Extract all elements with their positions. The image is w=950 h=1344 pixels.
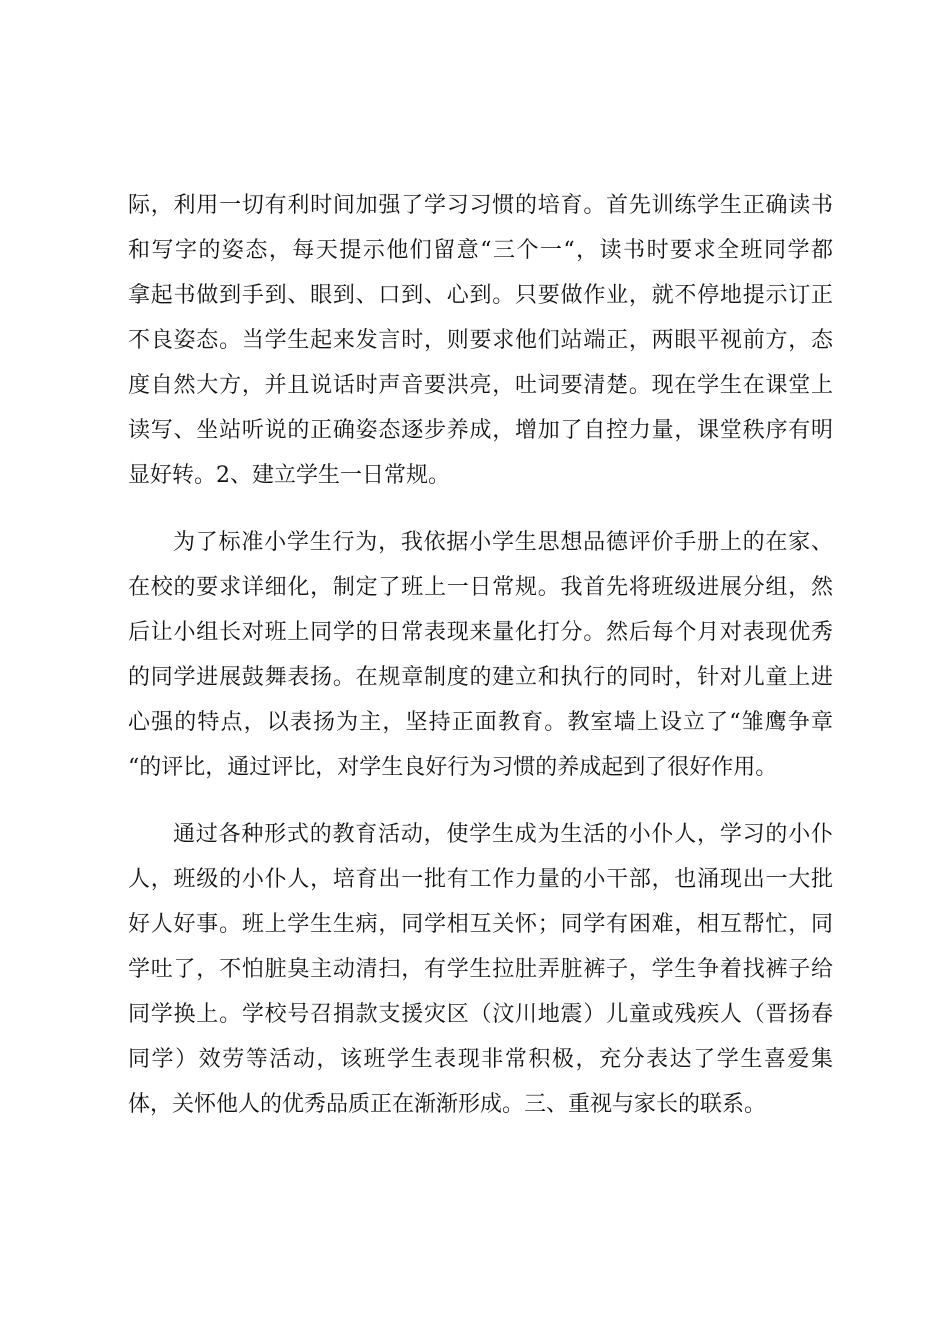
text-line: 学吐了，不怕脏臭主动清扫，有学生拉肚弄脏裤子，学生争着找裤子给 (128, 957, 833, 982)
text-line: 后让小组长对班上同学的日常表现来量化打分。然后每个月对表现优秀 (128, 620, 833, 645)
text-line: “的评比，通过评比，对学生良好行为习惯的养成起到了很好作用。 (128, 755, 778, 780)
paragraph-spacer (128, 498, 833, 520)
text-line: 心强的特点，以表扬为主，坚持正面教育。教室墙上设立了“雏鹰争章 (128, 710, 833, 735)
text-line: 的同学进展鼓舞表扬。在规章制度的建立和执行的同时，针对儿童上进 (128, 665, 833, 690)
text-line: 显好转。2、建立学生一日常规。 (128, 463, 450, 488)
paragraph-3 (128, 812, 833, 1127)
document-body (128, 183, 833, 1127)
text-line: 拿起书做到手到、眼到、口到、心到。只要做作业，就不停地提示订正 (128, 283, 833, 308)
text-line: 好人好事。班上学生生病，同学相互关怀；同学有困难，相互帮忙，同 (128, 912, 833, 937)
paragraph-2 (128, 520, 833, 790)
text-line: 通过各种形式的教育活动，使学生成为生活的小仆人，学习的小仆 (173, 822, 833, 847)
paragraph-spacer (128, 790, 833, 812)
text-line: 和写字的姿态，每天提示他们留意“三个一“，读书时要求全班同学都 (128, 238, 833, 263)
paragraph-1 (128, 183, 833, 498)
text-line: 为了标准小学生行为，我依据小学生思想品德评价手册上的在家、 (173, 530, 833, 555)
text-line: 人，班级的小仆人，培育出一批有工作力量的小干部，也涌现出一大批 (128, 867, 833, 892)
text-line: 同学）效劳等活动，该班学生表现非常积极，充分表达了学生喜爱集 (128, 1047, 833, 1072)
text-line: 体，关怀他人的优秀品质正在渐渐形成。三、重视与家长的联系。 (128, 1092, 767, 1117)
text-line: 读写、坐站听说的正确姿态逐步养成，增加了自控力量，课堂秩序有明 (128, 418, 833, 443)
text-line: 在校的要求详细化，制定了班上一日常规。我首先将班级进展分组，然 (128, 575, 833, 600)
text-line: 际，利用一切有利时间加强了学习习惯的培育。首先训练学生正确读书 (128, 193, 833, 218)
text-line: 不良姿态。当学生起来发言时，则要求他们站端正，两眼平视前方，态 (128, 328, 833, 353)
text-line: 同学换上。学校号召捐款支援灾区（汶川地震）儿童或残疾人（晋扬春 (128, 1002, 833, 1027)
text-line: 度自然大方，并且说话时声音要洪亮，吐词要清楚。现在学生在课堂上 (128, 373, 833, 398)
